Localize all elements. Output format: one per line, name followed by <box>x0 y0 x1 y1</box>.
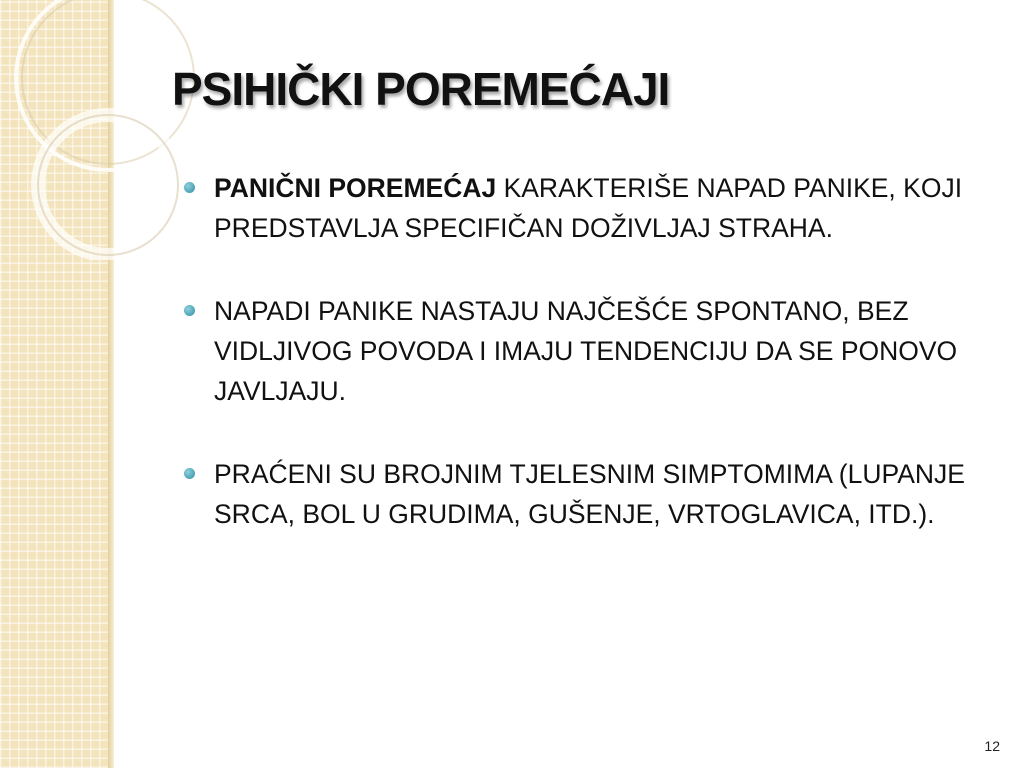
bullet-text: NAPADI PANIKE NASTAJU NAJČEŠĆE SPONTANO, BEZ VIDLJIVOG POVODA I IMAJU TENDENCIJU DA SE PONOVO JAVLJAJU. <box>214 296 958 406</box>
bullet-dot-icon <box>184 305 195 316</box>
slide-number: 12 <box>984 738 1000 754</box>
bullet-dot-icon <box>184 182 195 193</box>
bullet-text: KARAKTERIŠE NAPAD PANIKE, KOJI PREDSTAVLJA SPECIFIČAN DOŽIVLJAJ STRAHA. <box>214 173 963 243</box>
strip-edge <box>108 0 114 768</box>
bullet-bold-text: PANIČNI POREMEĆAJ <box>214 173 497 203</box>
decorative-grid-strip <box>0 0 112 768</box>
bullet-dot-icon <box>184 468 195 479</box>
bullet-list <box>184 168 984 577</box>
list-item <box>184 291 984 411</box>
page-title: PSIHIČKI POREMEĆAJI <box>172 63 670 115</box>
list-item <box>184 454 984 534</box>
bullet-text: PRAĆENI SU BROJNIM TJELESNIM SIMPTOMIMA (LUPANJE SRCA, BOL U GRUDIMA, GUŠENJE, VRTOGLAVICA, ITD.). <box>214 459 965 529</box>
list-item <box>184 168 984 248</box>
